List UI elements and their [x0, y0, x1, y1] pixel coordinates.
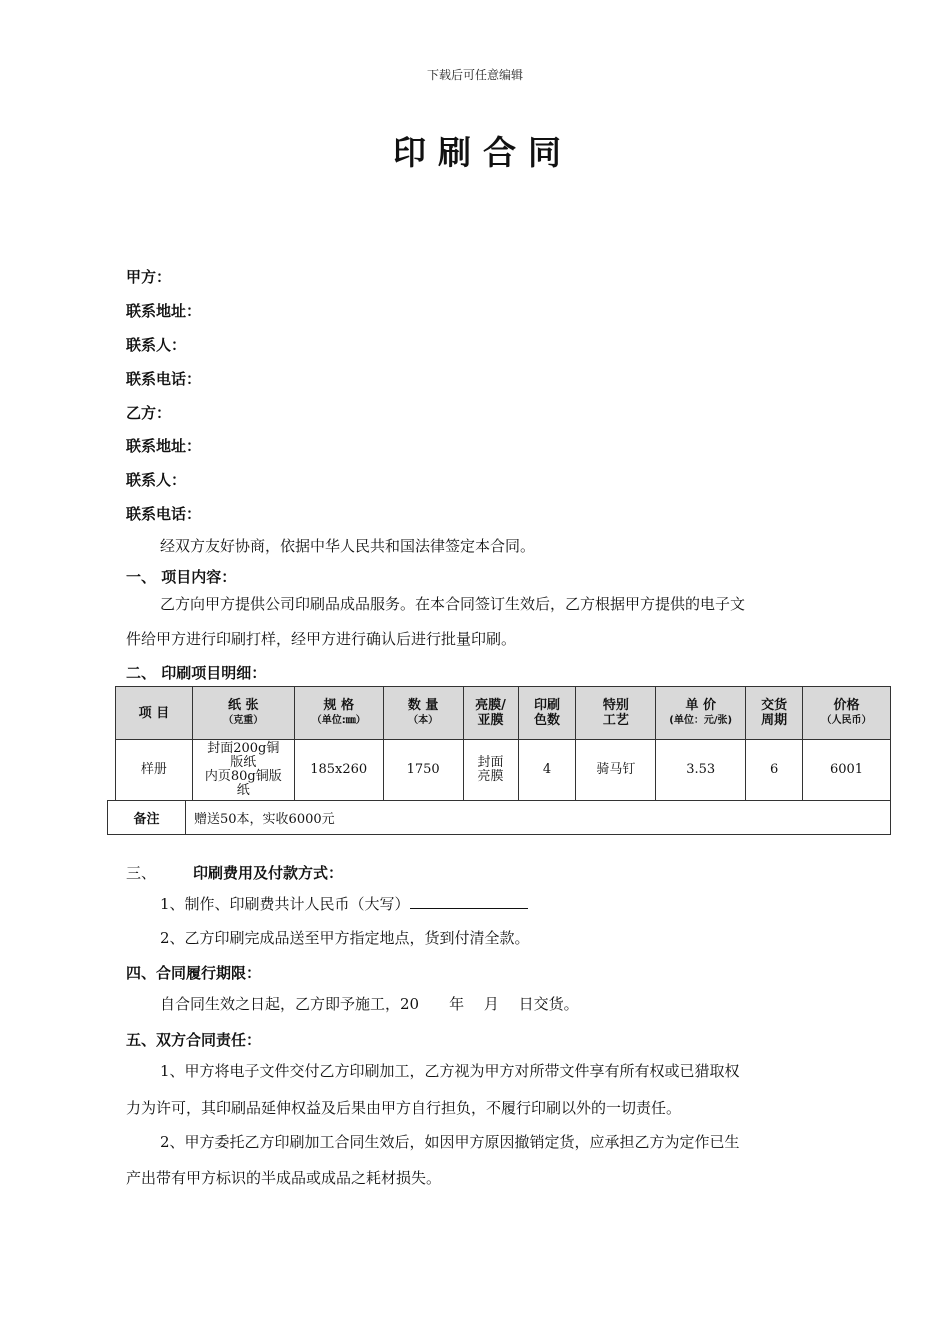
column-header-quantity: 数 量 （本） — [383, 687, 463, 740]
section3-item1: 1、制作、印刷费共计人民币（大写） — [160, 887, 850, 921]
cell-quantity: 1750 — [383, 740, 463, 801]
table-row — [116, 740, 891, 801]
page-title: 印刷合同 — [393, 133, 573, 172]
party-a-label: 甲方： — [126, 268, 172, 286]
party-b-phone-label: 联系电话： — [126, 505, 202, 523]
column-header-paper: 纸 张 （克重） — [192, 687, 294, 740]
cell-paper: 封面200g铜 版纸 内页80g铜版 纸 — [192, 740, 294, 801]
cell-size: 185x260 — [294, 740, 383, 801]
column-header-price: 价格 （人民币） — [803, 687, 891, 740]
column-header-unit-price: 单 价 (单位：元/张) — [656, 687, 746, 740]
cell-unit-price: 3.53 — [656, 740, 746, 801]
cell-delivery: 6 — [746, 740, 803, 801]
party-b-address-label: 联系地址： — [126, 437, 202, 455]
section4-heading: 四、合同履行期限： — [126, 964, 262, 982]
section3-item2: 2、乙方印刷完成品送至甲方指定地点，货到付清全款。 — [160, 929, 530, 947]
column-header-film: 亮膜/ 亚膜 — [463, 687, 518, 740]
section2-heading: 二、 印刷项目明细： — [126, 664, 267, 682]
column-header-craft: 特别 工艺 — [576, 687, 656, 740]
column-header-size: 规 格 （单位:㎜） — [294, 687, 383, 740]
cell-craft: 骑马钉 — [576, 740, 656, 801]
cell-item: 样册 — [116, 740, 193, 801]
party-a-contact-label: 联系人： — [126, 336, 187, 354]
remark-table — [107, 800, 891, 835]
section3-number: 三、 — [126, 864, 157, 882]
section5-heading: 五、双方合同责任： — [126, 1031, 262, 1049]
section1-line2: 件给甲方进行印刷打样，经甲方进行确认后进行批量印刷。 — [126, 630, 517, 648]
header-note: 下载后可任意编辑 — [426, 68, 523, 82]
section1-line1: 乙方向甲方提供公司印刷品成品服务。在本合同签订生效后，乙方根据甲方提供的电子文 — [160, 595, 746, 613]
remark-text: 赠送50本，实收6000元 — [186, 801, 891, 835]
cell-price: 6001 — [803, 740, 891, 801]
section5-item2-line1: 2、甲方委托乙方印刷加工合同生效后，如因甲方原因撤销定货，应承担乙方为定作已生 — [160, 1133, 740, 1151]
section1-heading: 一、 项目内容： — [126, 568, 237, 586]
column-header-delivery: 交货 周期 — [746, 687, 803, 740]
intro-text: 经双方友好协商，依据中华人民共和国法律签定本合同。 — [160, 537, 536, 555]
column-header-item: 项 目 — [116, 687, 193, 740]
table-header-row — [116, 687, 891, 740]
section5-item1-line2: 力为许可，其印刷品延伸权益及后果由甲方自行担负，不履行印刷以外的一切责任。 — [126, 1099, 682, 1117]
section5-item1-line1: 1、甲方将电子文件交付乙方印刷加工，乙方视为甲方对所带文件享有所有权或已猎取权 — [160, 1062, 740, 1080]
party-b-label: 乙方： — [126, 404, 172, 422]
cell-film: 封面 亮膜 — [463, 740, 518, 801]
cell-colors: 4 — [518, 740, 576, 801]
party-b-contact-label: 联系人： — [126, 471, 187, 489]
section3-heading: 印刷费用及付款方式： — [193, 864, 344, 882]
remark-row — [108, 801, 891, 835]
column-header-colors: 印刷 色数 — [518, 687, 576, 740]
party-a-phone-label: 联系电话： — [126, 370, 202, 388]
print-items-table — [115, 686, 891, 801]
amount-blank-line — [410, 894, 528, 909]
section4-text: 自合同生效之日起，乙方即予施工，20 年 月 日交货。 — [160, 995, 579, 1013]
party-a-address-label: 联系地址： — [126, 302, 202, 320]
remark-label: 备注 — [108, 801, 186, 835]
section5-item2-line2: 产出带有甲方标识的半成品或成品之耗材损失。 — [126, 1169, 442, 1187]
